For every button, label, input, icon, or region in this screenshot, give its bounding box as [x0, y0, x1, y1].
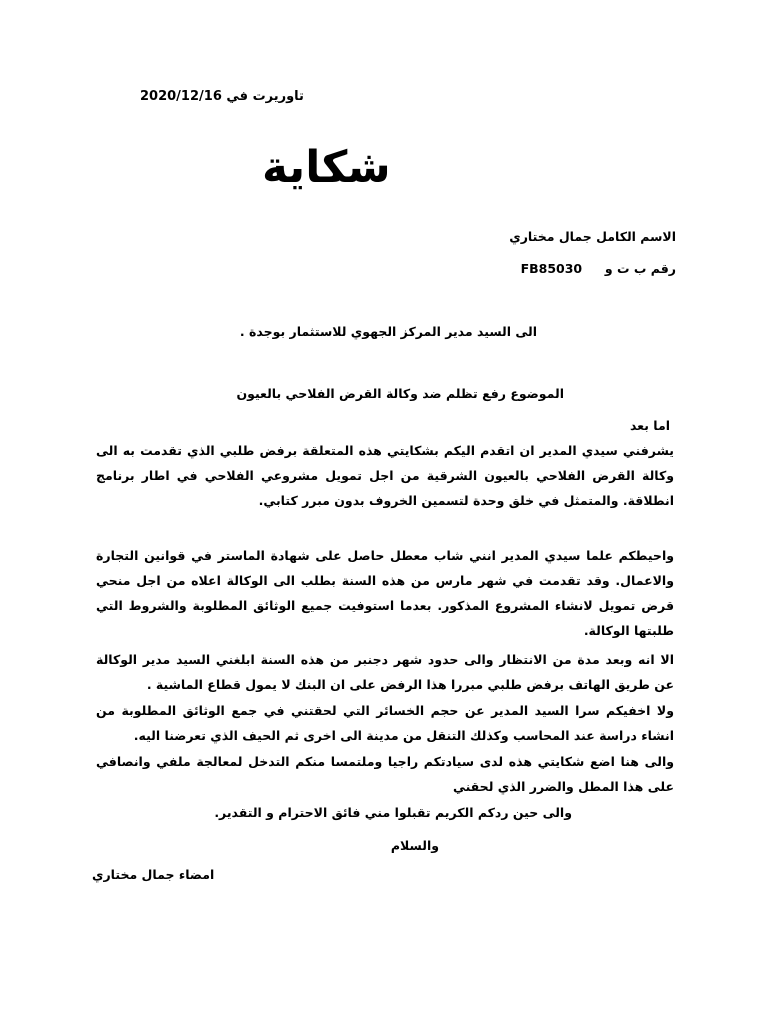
paragraph-5: والى هنا اضع شكايتي هذه لدى سيادتكم راجيا وملتمسا منكم التدخل لمعالجة ملفي وانصافي على هذا المطل والضرر الذي لحقني [96, 754, 674, 794]
farewell-line: والسلام [390, 838, 439, 853]
salutation-line: اما بعد [629, 418, 670, 433]
paragraph-4: ولا اخفيكم سرا السيد المدير عن حجم الخسائر التي لحقتني في جمع الوثائق المطلوبة من انشاء دراسة عند المحاسب وكذلك التنقل من مدينة الى اخرى ثم الحيف الذي تعرضنا اليه. [96, 703, 674, 743]
id-label: رقم ب ت و [604, 261, 676, 276]
paragraph-2: واحيطكم علما سيدي المدير انني شاب معطل حاصل على شهادة الماستر في قوانين التجارة والاعمال. وقد تقدمت في شهر مارس من هذه السنة بطلب الى الوكالة اعلاه من اجل منحي قرض تمويل لانشاء المشروع المذكور. بعدما استوفيت جميع الوثائق المطلوبة والشروط التي طلبتها الوكالة. [96, 548, 674, 638]
full-name-line: الاسم الكامل جمال مختاري [509, 229, 676, 244]
recipient-line: الى السيد مدير المركز الجهوي للاستثمار بوجدة . [239, 324, 537, 339]
date-line: تاوريرت في 2020/12/16 [140, 89, 304, 104]
signature-line: امضاء جمال مختاري [92, 867, 215, 882]
letter-title: شكاية [262, 142, 391, 193]
paragraph-3: الا انه وبعد مدة من الانتظار والى حدود شهر دجنبر من هذه السنة ابلغني السيد مدير الوكالة عن طريق الهاتف برفض طلبي مبررا هذا الرفض على ان البنك لا يمول قطاع الماشية . [96, 652, 674, 692]
paragraph-1: يشرفني سيدي المدير ان اتقدم اليكم بشكايتي هذه المتعلقة برفض طلبي الذي تقدمت به الى وكالة القرض الفلاحي بالعيون الشرقية من اجل تمويل مشروعي الفلاحي في اطار برنامج انطلاقة. والمتمثل في خلق وحدة لتسمين الخروف بدون مبرر كتابي. [96, 443, 674, 508]
subject-line: الموضوع رفع تظلم ضد وكالة القرض الفلاحي بالعيون [236, 386, 564, 401]
id-value: FB85030 [520, 261, 583, 276]
id-line [521, 260, 676, 278]
closing-line: والى حين ردكم الكريم تقبلوا مني فائق الاحترام و التقدير. [214, 805, 572, 820]
